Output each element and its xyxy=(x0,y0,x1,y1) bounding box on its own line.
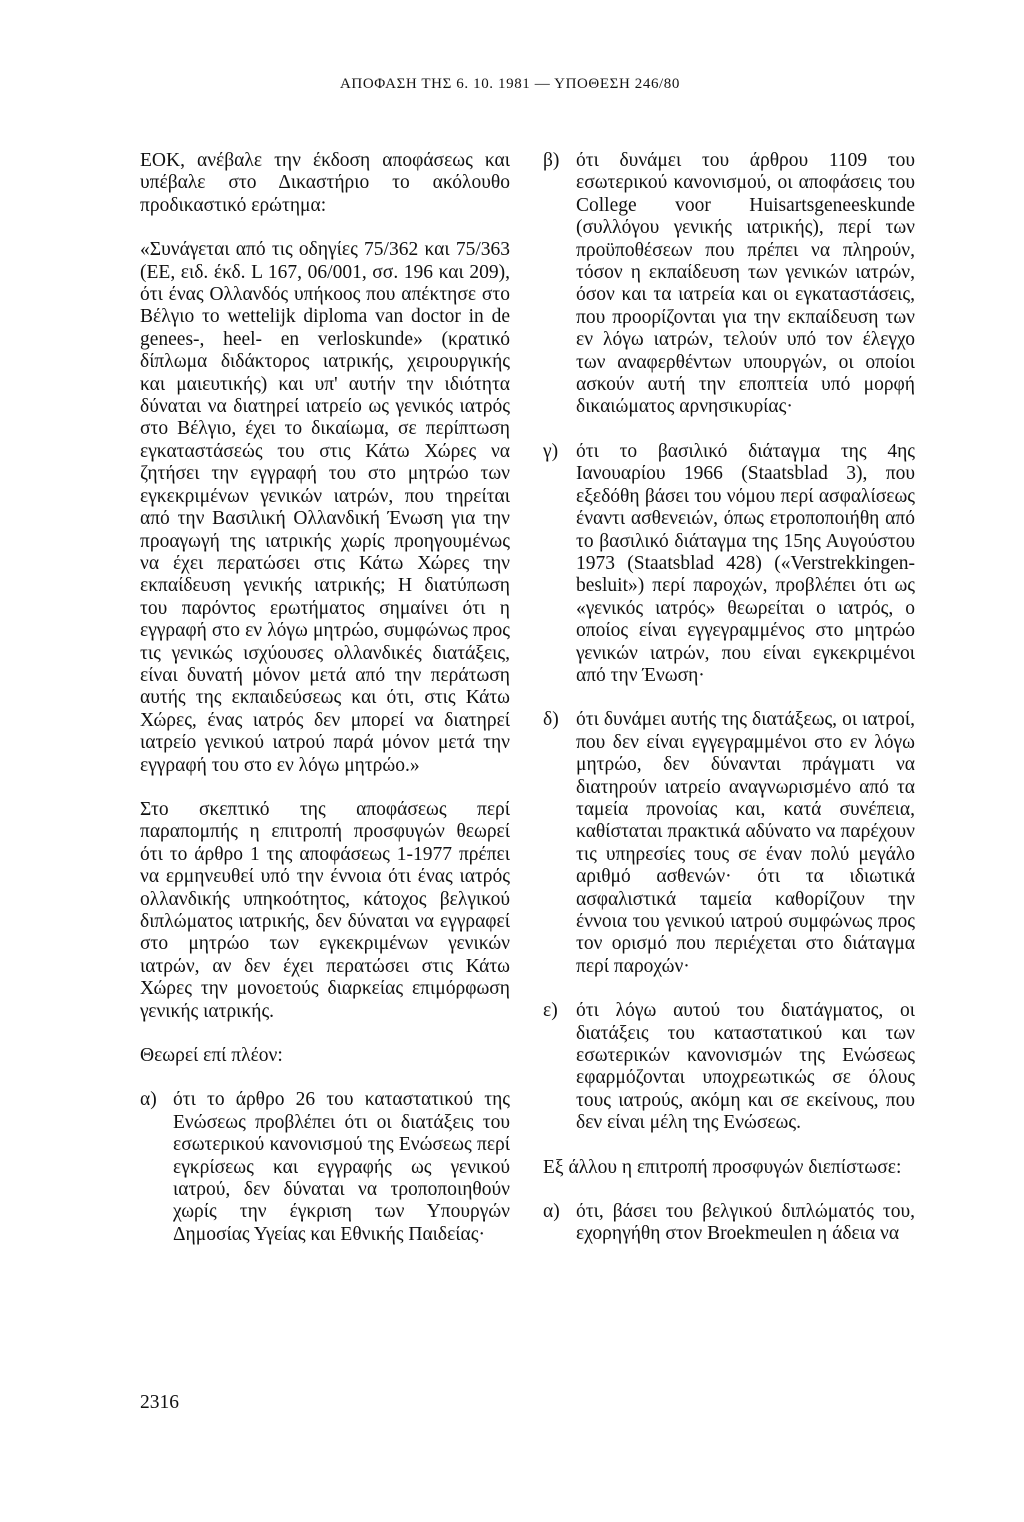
list-item xyxy=(543,441,915,687)
list-item xyxy=(543,709,915,978)
list-item-label: α) xyxy=(543,1201,560,1223)
running-header: ΑΠΟΦΑΣΗ ΤΗΣ 6. 10. 1981 — ΥΠΟΘΕΣΗ 246/80 xyxy=(340,76,681,92)
right-column xyxy=(543,150,915,1268)
list-item-text: ότι, βάσει του βελγικού διπλώματός του, εχορηγήθη στον Broekmeulen η άδεια να xyxy=(576,1201,915,1245)
list-item-label: β) xyxy=(543,150,560,171)
list-item-label: ε) xyxy=(543,1000,558,1022)
page-number: 2316 xyxy=(140,1392,179,1413)
list-item xyxy=(140,1089,510,1246)
list-item-label: α) xyxy=(140,1089,157,1111)
list-item-text: ότι το βασιλικό διάταγμα της 4ης Ιανουαρίου 1966 (Staatsblad 3), που εξεδόθη βάσει του νόμου περί ασφαλίσεως έναντι ασθενειών, όπως ετροποποιήθη από το βασιλικό διάταγμα της 15ης Αυγούστου 1973 (Staatsblad 428) («Verstrekkingen-besluit») περί παροχών, προβλέπει ότι ως «γενικός ιατρός» θεωρείται ο ιατρός, ο οποίος είναι εγγεγραμμένος στο μητρώο γενικών ιατρών, που είναι εγκεκριμένοι από την Ένωση· xyxy=(576,440,915,686)
left-column xyxy=(140,150,510,1268)
list-item-label: δ) xyxy=(543,709,559,731)
finding-intro: Εξ άλλου η επιτροπή προσφυγών διεπίστωσε: xyxy=(543,1156,902,1178)
list-item-text: ότι λόγω αυτού του διατάγματος, οι διατάξεις του καταστατικού και των εσωτερικών κανονισμών της Ενώσεως εφαρμόζονται υποχρεωτικώς σε όλους τους ιατρούς, ακόμη και σε εκείνους, που δεν είναι μέλη της Ενώσεως. xyxy=(576,1000,915,1134)
list-item-text: ότι το άρθρο 26 του καταστατικού της Ενώσεως προβλέπει ότι οι διατάξεις του εσωτερικού κανονισμού της Ενώσεως περί εγκρίσεως και εγγραφής ως γενικού ιατρού, δεν δύναται να τροποποιηθούν χωρίς την έγκριση των Υπουργών Δημοσίας Υγείας και Εθνικής Παιδείας· xyxy=(173,1089,510,1245)
list-item-text: ότι δυνάμει αυτής της διατάξεως, οι ιατροί, που δεν είναι εγγεγραμμένοι στο εν λόγω μητρώο, δεν δύνανται πράγματι να διατηρούν ιατρείο αναγνωρισμένο από τα ταμεία προνοίας και, κατά συνέπεια, καθίσταται πρακτικά αδύνατο να παρέχουν τις υπηρεσίες τους σε έναν πολύ μεγάλο αριθμό ασθενών· ότι τα ιδιωτικά ασφαλιστικά ταμεία καθορίζουν την έννοια του γενικού ιατρού συμφώνως προς τον ορισμό που περιέχεται στο διάταγμα περί παροχών· xyxy=(576,709,915,977)
preliminary-question: «Συνάγεται από τις οδηγίες 75/362 και 75/363 (ΕΕ, ειδ. έκδ. L 167, 06/001, σσ. 196 και 209), ότι ένας Ολλανδός υπήκοος που απέκτησε στο Βέλγιο το wettelijk diploma van doctor in de genees-, heel- en verloskunde» (κρατικό δίπλωμα διδάκτορος ιατρικής, χειρουργικής και μαιευτικής) και υπ' αυτήν την ιδιότητα δύναται να διατηρεί ιατρείο ως γενικός ιατρός στο Βέλγιο, έχει το δικαίωμα, σε περίπτωση εγκαταστάσεώς του στις Κάτω Χώρες να ζητήσει την εγγραφή του στο μητρώο των εγκεκριμένων γενικών ιατρών, που τηρείται από την Βασιλική Ολλανδική Ένωση για την προαγωγή της ιατρικής χωρίς προηγουμένως να έχει περατώσει στις Κάτω Χώρες την εκπαίδευση γενικής ιατρικής; Η διατύπωση του παρόντος ερωτήματος σημαίνει ότι η εγγραφή στο εν λόγω μητρώο, συμφώνως προς τις γενικώς ισχύουσες ολλανδικές διατάξεις, είναι δυνατή μόνον μετά από την περάτωση αυτής της εκπαιδεύσεως και ότι, στις Κάτω Χώρες, ένας ιατρός δεν μπορεί να διατηρεί ιατρείο γενικού ιατρού παρά μόνον μετά την εγγραφή του στο εν λόγω μητρώο.» xyxy=(140,239,510,776)
further-considers: Θεωρεί επί πλέον: xyxy=(140,1045,283,1067)
list-item xyxy=(543,150,915,419)
list-item-text: ότι δυνάμει του άρθρου 1109 του εσωτερικού κανονισμού, οι αποφάσεις του College voor Huisartsgeneeskunde (συλλόγου γενικής ιατρικής), περί των προϋποθέσεων που πρέπει να πληρούν, τόσον η εκπαίδευση των γενικών ιατρών, όσον και τα ιατρεία και οι εγκαταστάσεις, που προορίζονται για την εκπαίδευση των εν λόγω ιατρών, τελούν υπό τον έλεγχο των αναφερθέντων υπουργών, οι οποίοι ασκούν αυτή την εποπτεία υπό μορφή δικαιώματος αρνησικυρίας· xyxy=(576,150,915,418)
intro-paragraph: ΕΟΚ, ανέβαλε την έκδοση αποφάσεως και υπέβαλε στο Δικαστήριο το ακόλουθο προδικαστικό ερώτημα: xyxy=(140,150,510,216)
list-item xyxy=(543,1000,915,1134)
list-item-label: γ) xyxy=(543,440,559,462)
list-item xyxy=(543,1201,915,1246)
reasoning-paragraph: Στο σκεπτικό της αποφάσεως περί παραπομπής η επιτροπή προσφυγών θεωρεί ότι το άρθρο 1 της αποφάσεως 1-1977 πρέπει να ερμηνευθεί υπό την έννοια ότι ένας ιατρός ολλανδικής υπηκοότητος, κάτοχος βελγικού διπλώματος ιατρικής, δεν δύναται να εγγραφεί στο μητρώο των εγκεκριμένων γενικών ιατρών, αν δεν έχει περατώσει στις Κάτω Χώρες την μονοετούς διαρκείας επιμόρφωση γενικής ιατρικής. xyxy=(140,798,510,1022)
